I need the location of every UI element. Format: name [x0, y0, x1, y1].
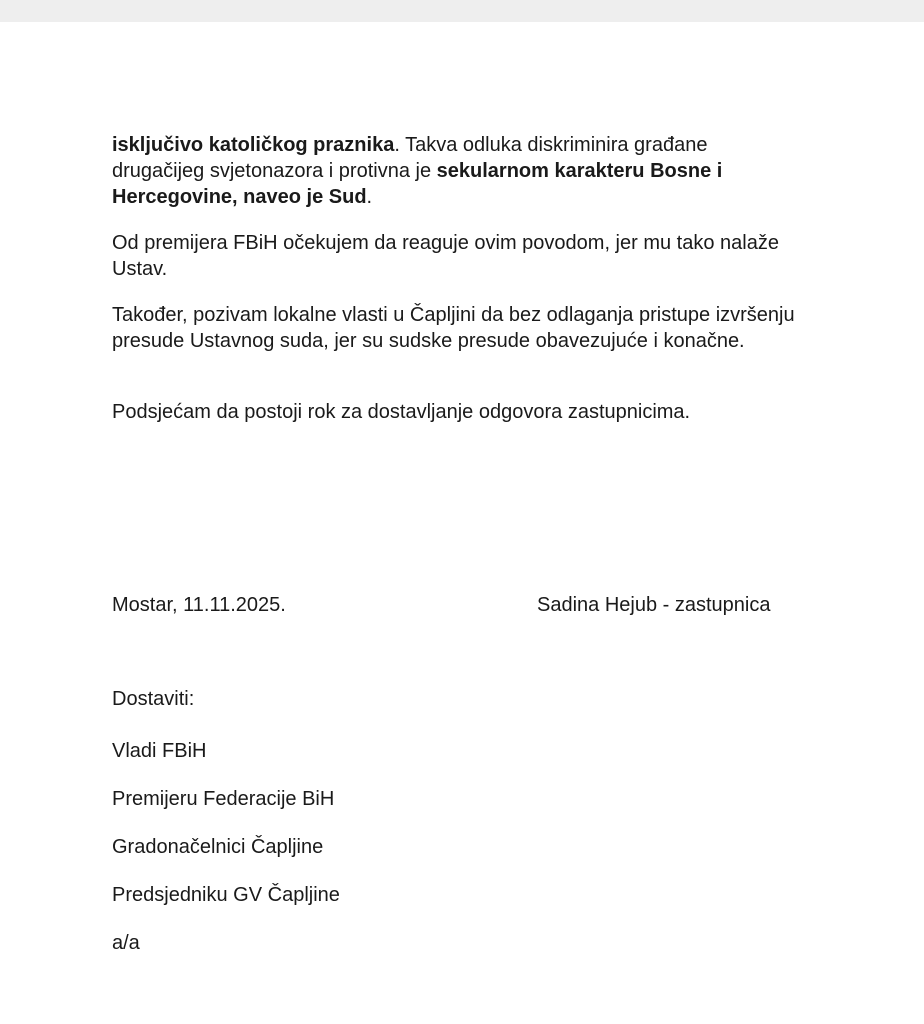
- signature: Sadina Hejub - zastupnica: [537, 594, 771, 616]
- recipient-item: Predsjedniku GV Čapljine: [112, 884, 340, 906]
- top-strip: [0, 0, 924, 22]
- paragraph-1-text-1: . Takva odluka diskriminira građane drugačijeg svjetonazora i protivna je: [112, 134, 708, 182]
- recipient-item: a/a: [112, 932, 140, 954]
- recipient-item: Premijeru Federacije BiH: [112, 788, 335, 810]
- recipient-item: Gradonačelnici Čapljine: [112, 836, 324, 858]
- paragraph-2: Od premijera FBiH očekujem da reaguje ovim povodom, jer mu tako nalaže Ustav.: [112, 232, 779, 280]
- paragraph-1-text-2: .: [366, 186, 373, 208]
- paragraph-1-bold-2: sekularnom karakteru Bosne i Hercegovine, naveo je Sud: [112, 160, 723, 208]
- paragraph-1: [112, 132, 802, 210]
- paragraph-4: Podsjećam da postoji rok za dostavljanje odgovora zastupnicima.: [112, 401, 691, 423]
- document-page: [0, 22, 924, 1024]
- paragraph-1-bold-1: isključivo katoličkog praznika: [112, 134, 395, 156]
- paragraph-3: Također, pozivam lokalne vlasti u Čapljini da bez odlaganja pristupe izvršenju presude Ustavnog suda, jer su sudske presude obavezujuće i konačne.: [112, 304, 795, 352]
- place-date: Mostar, 11.11.2025.: [112, 594, 286, 616]
- recipient-item: Vladi FBiH: [112, 740, 207, 762]
- delivery-label: Dostaviti:: [112, 688, 195, 710]
